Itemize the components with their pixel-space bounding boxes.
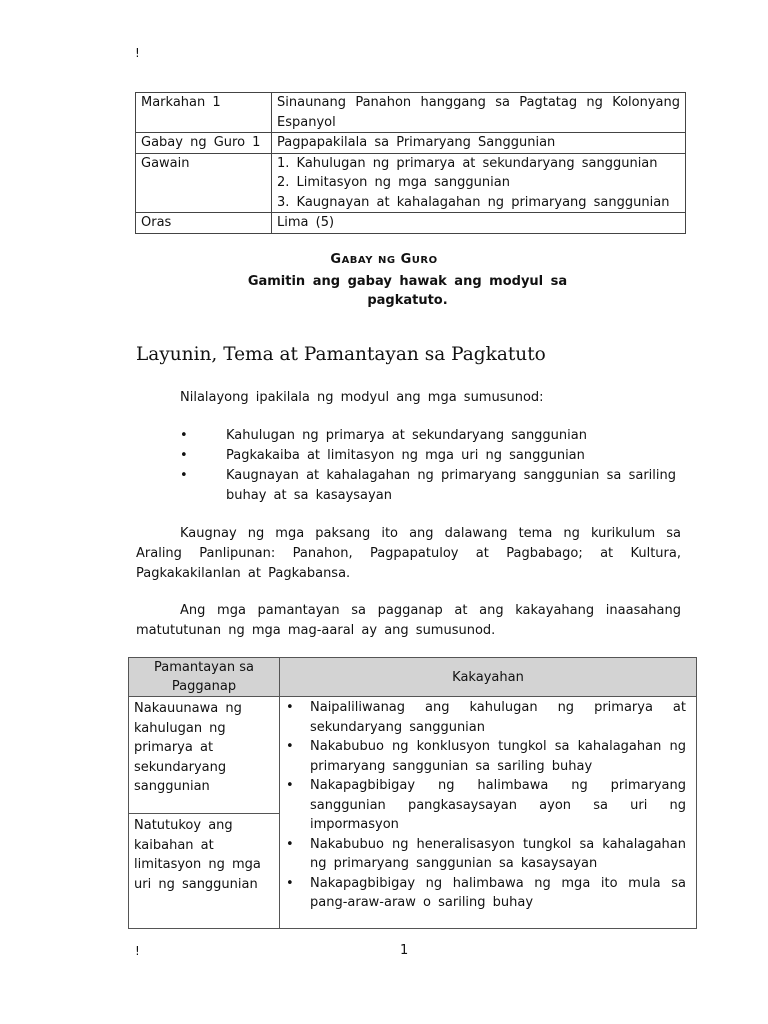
- skills-list: [286, 698, 686, 913]
- info-row-quarter: [136, 93, 686, 133]
- standards-paragraph: Ang mga pamantayan sa pagganap at ang kakayahang inaasahang matututunan ng mga mag-aaral ay ang sumusunod.: [136, 603, 681, 638]
- activity-item: 1. Kahulugan ng primarya at sekundaryang sanggunian: [277, 155, 658, 171]
- list-item: • Naipaliliwanag ang kahulugan ng primarya at sekundaryang sanggunian: [286, 700, 686, 735]
- activity-item: 2. Limitasyon ng mga sanggunian: [277, 175, 510, 190]
- info-label: Oras: [136, 213, 272, 234]
- intro-text: Nilalayong ipakilala ng modyul ang mga sumusunod:: [180, 390, 544, 405]
- table-row: [129, 697, 697, 814]
- info-row-guide: [136, 133, 686, 154]
- list-item: • Nakabubuo ng heneralisasyon tungkol sa kahalagahan ng primaryang sanggunian sa kasaysayan: [286, 836, 686, 871]
- info-value: Lima (5): [272, 213, 686, 234]
- info-value-list: [272, 153, 686, 213]
- guide-title: GABAY NG GURO: [330, 252, 438, 267]
- table-header-row: [129, 658, 697, 697]
- guide-subtitle: Gamitin ang gabay hawak ang modyul sa pagkatuto.: [247, 274, 568, 308]
- objectives-list: [180, 426, 676, 506]
- footer-mark: !: [135, 944, 140, 958]
- info-value: Pagpapakilala sa Primaryang Sanggunian: [272, 133, 686, 154]
- list-item: • Pagkakaiba at limitasyon ng mga uri ng sanggunian: [180, 448, 585, 463]
- column-header-skills: Kakayahan: [280, 658, 697, 697]
- standard-cell: Natutukoy ang kaibahan at limitasyon ng mga uri ng sanggunian: [129, 814, 280, 929]
- skills-cell: [280, 697, 697, 929]
- section-heading: Layunin, Tema at Pamantayan sa Pagkatuto: [136, 344, 546, 365]
- info-value: Sinaunang Panahon hanggang sa Pagtatag ng Kolonyang Espanyol: [272, 93, 686, 133]
- info-row-time: [136, 213, 686, 234]
- list-item: • Nakapagbibigay ng halimbawa ng mga ito mula sa pang-araw-araw o sariling buhay: [286, 875, 686, 910]
- list-item: • Kahulugan ng primarya at sekundaryang sanggunian: [180, 428, 587, 443]
- info-label: Gawain: [136, 153, 272, 213]
- standard-cell: Nakauunawa ng kahulugan ng primarya at sekundaryang sanggunian: [129, 697, 280, 814]
- page-number: 1: [400, 943, 409, 958]
- info-label: Markahan 1: [136, 93, 272, 133]
- list-item: • Nakapagbibigay ng halimbawa ng primaryang sanggunian pangkasaysayan ayon sa uri ng impormasyon: [286, 778, 686, 832]
- info-row-activities: [136, 153, 686, 213]
- column-header-standard: Pamantayan sa Pagganap: [129, 658, 280, 697]
- header-mark: !: [135, 46, 140, 60]
- standards-table: [128, 657, 697, 929]
- list-item: • Kaugnayan at kahalagahan ng primaryang sanggunian sa sariling buhay at sa kasaysayan: [180, 468, 676, 503]
- activity-item: 3. Kaugnayan at kahalagahan ng primaryang sanggunian: [277, 194, 670, 210]
- info-label: Gabay ng Guro 1: [136, 133, 272, 154]
- list-item: • Nakabubuo ng konklusyon tungkol sa kahalagahan ng primaryang sanggunian sa sariling buhay: [286, 739, 686, 774]
- themes-paragraph: Kaugnay ng mga paksang ito ang dalawang tema ng kurikulum sa Araling Panlipunan: Panahon, Pagpapatuloy at Pagbabago; at Kultura, Pagkakakilanlan at Pagkabansa.: [136, 526, 681, 581]
- info-table: [135, 92, 686, 234]
